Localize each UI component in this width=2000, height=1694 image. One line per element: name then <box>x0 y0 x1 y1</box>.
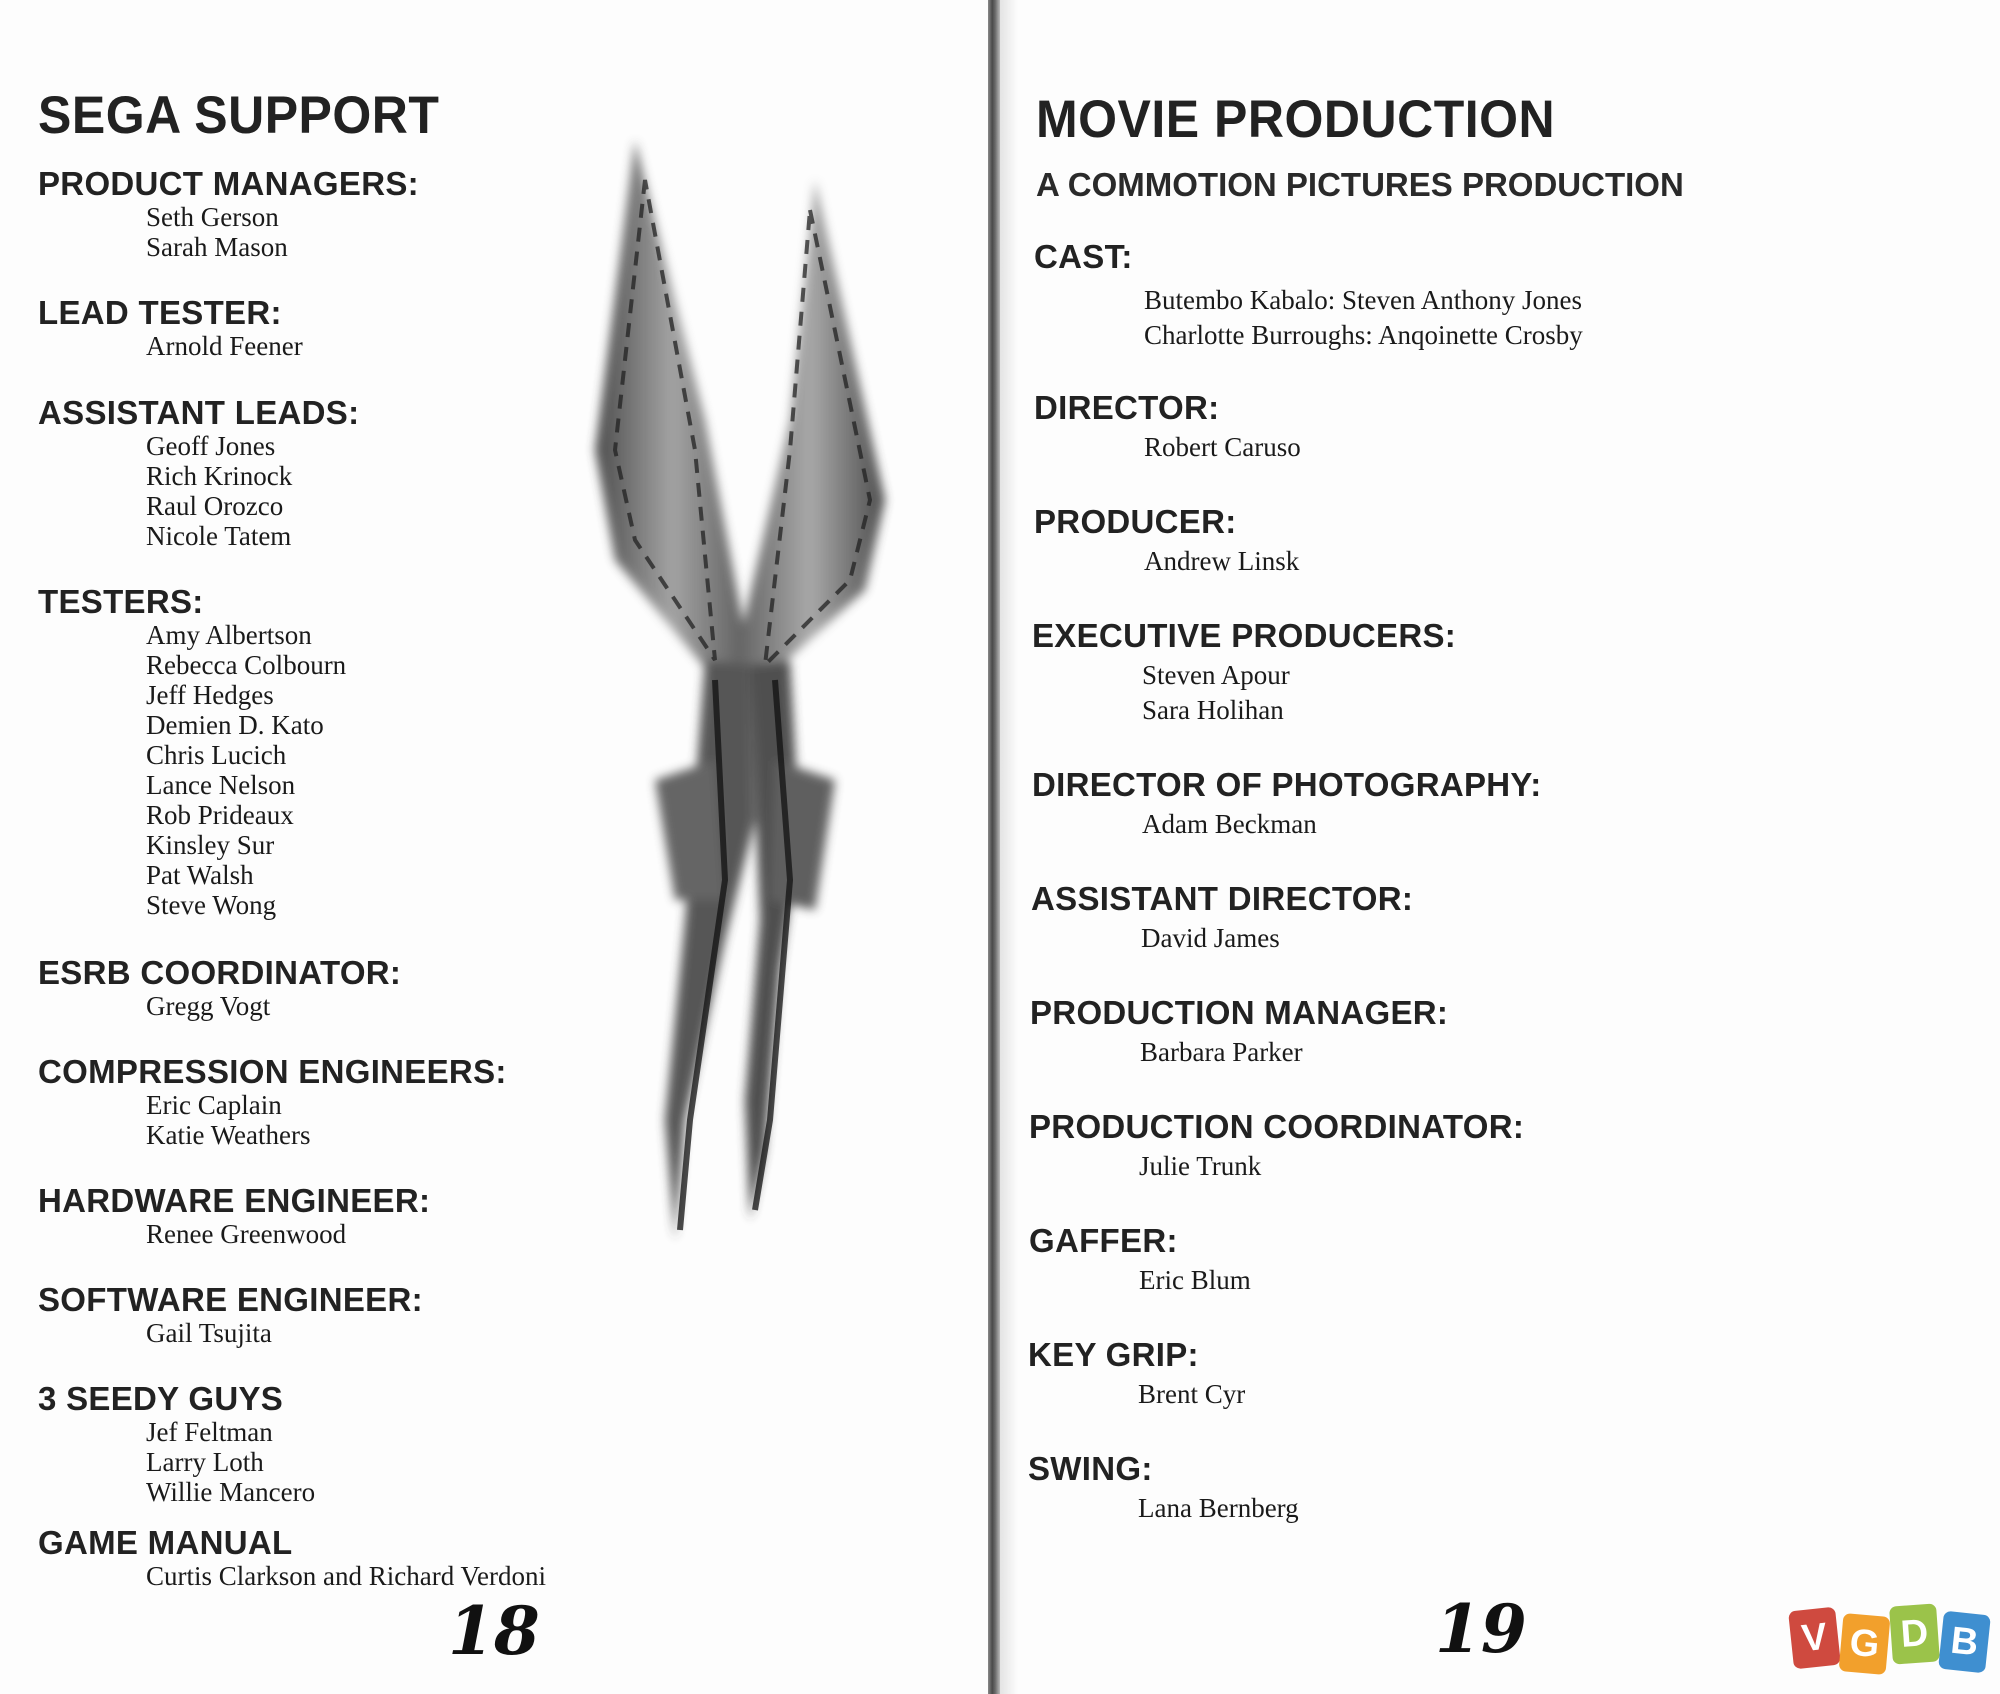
section-heading: EXECUTIVE PRODUCERS: <box>1032 617 1457 654</box>
section-compression-engineers <box>38 1054 507 1150</box>
credit-name: Gregg Vogt <box>146 991 271 1021</box>
credit-name: Pat Walsh <box>146 860 254 890</box>
credit-name: Lana Bernberg <box>1138 1493 1299 1523</box>
credit-name: Sara Holihan <box>1142 695 1284 725</box>
name-list <box>146 1561 546 1591</box>
logo-tile-v: V <box>1788 1607 1841 1670</box>
section-heading: DIRECTOR: <box>1034 389 1220 426</box>
credit-name: Willie Mancero <box>146 1477 316 1507</box>
name-list <box>146 1219 430 1249</box>
credit-name: Lance Nelson <box>146 770 296 800</box>
section-heading: ESRB COORDINATOR: <box>38 954 402 991</box>
section-product-managers <box>38 166 419 262</box>
name-list <box>146 991 401 1021</box>
section-heading: PRODUCER: <box>1034 503 1237 540</box>
credit-name: Barbara Parker <box>1140 1037 1303 1067</box>
section-director <box>1034 386 1301 465</box>
credit-name: Andrew Linsk <box>1144 546 1300 576</box>
section-game-manual <box>38 1525 546 1591</box>
name-list <box>1144 430 1301 465</box>
credit-name: Geoff Jones <box>146 431 276 461</box>
credit-name: Eric Caplain <box>146 1090 282 1120</box>
name-list <box>146 1417 315 1507</box>
section-heading: ASSISTANT LEADS: <box>38 394 360 431</box>
credit-name: Jeff Hedges <box>146 680 274 710</box>
name-list <box>146 1318 423 1348</box>
name-list <box>1139 1263 1251 1298</box>
credit-name: Robert Caruso <box>1144 432 1301 462</box>
section-testers <box>38 584 346 920</box>
credit-name: Raul Orozco <box>146 491 284 521</box>
section-heading: KEY GRIP: <box>1028 1336 1199 1373</box>
name-list <box>146 331 303 361</box>
credit-name: Rich Krinock <box>146 461 293 491</box>
section-production-coordinator <box>1029 1105 1524 1184</box>
section-heading: SWING: <box>1028 1450 1153 1487</box>
section-lead-tester <box>38 295 303 361</box>
credit-name: Eric Blum <box>1139 1265 1251 1295</box>
name-list <box>1140 1035 1448 1070</box>
page-title-sega-support: SEGA SUPPORT <box>38 85 440 145</box>
section-swing <box>1028 1447 1299 1526</box>
logo-tile-d: D <box>1889 1603 1940 1664</box>
right-page <box>1000 0 2000 1694</box>
credit-name: Arnold Feener <box>146 331 303 361</box>
name-list <box>146 620 346 920</box>
section-heading: COMPRESSION ENGINEERS: <box>38 1053 507 1090</box>
credit-name: Nicole Tatem <box>146 521 292 551</box>
section-hardware-engineer <box>38 1183 430 1249</box>
credit-name: Adam Beckman <box>1142 809 1317 839</box>
section-heading: 3 SEEDY GUYS <box>38 1380 284 1417</box>
name-list <box>1138 1377 1245 1412</box>
section-director-of-photography <box>1032 763 1542 842</box>
section-heading: DIRECTOR OF PHOTOGRAPHY: <box>1032 766 1542 803</box>
name-list <box>1142 658 1456 728</box>
credit-name: Butembo Kabalo: Steven Anthony Jones <box>1144 285 1582 315</box>
section-heading: TESTERS: <box>38 583 204 620</box>
section-heading: LEAD TESTER: <box>38 294 282 331</box>
name-list <box>1138 1491 1299 1526</box>
section-heading: ASSISTANT DIRECTOR: <box>1031 880 1414 917</box>
section-heading: SOFTWARE ENGINEER: <box>38 1281 423 1318</box>
credit-name: Demien D. Kato <box>146 710 324 740</box>
credit-name: Chris Lucich <box>146 740 287 770</box>
section-heading: CAST: <box>1034 238 1133 275</box>
credit-name: Sarah Mason <box>146 232 288 262</box>
name-list <box>1141 921 1413 956</box>
credit-name: Rebecca Colbourn <box>146 650 347 680</box>
book-spine <box>988 0 1000 1694</box>
credit-name: Amy Albertson <box>146 620 312 650</box>
logo-tile-g: G <box>1839 1613 1891 1675</box>
credit-name: Kinsley Sur <box>146 830 275 860</box>
name-list <box>1139 1149 1524 1184</box>
section-heading: HARDWARE ENGINEER: <box>38 1182 431 1219</box>
section-assistant-leads <box>38 395 359 551</box>
credit-name: Seth Gerson <box>146 202 279 232</box>
section-executive-producers <box>1032 614 1456 728</box>
name-list <box>146 1090 507 1150</box>
section-production-manager <box>1030 991 1448 1070</box>
page-title-movie-production: MOVIE PRODUCTION <box>1036 89 1556 149</box>
logo-tile-b: B <box>1938 1611 1991 1674</box>
name-list <box>1144 544 1299 579</box>
name-list <box>1144 283 1583 353</box>
section-heading: PRODUCTION MANAGER: <box>1030 994 1449 1031</box>
credit-name: Charlotte Burroughs: Anqoinette Crosby <box>1144 320 1583 350</box>
production-company-subtitle: A COMMOTION PICTURES PRODUCTION <box>1036 166 1684 203</box>
section-assistant-director <box>1031 877 1413 956</box>
section-heading: GAFFER: <box>1029 1222 1178 1259</box>
section-gaffer <box>1029 1219 1251 1298</box>
page-number-left: 18 <box>448 1592 540 1670</box>
section-software-engineer <box>38 1282 423 1348</box>
vgdb-watermark-logo <box>1791 1605 1991 1675</box>
credit-name: Renee Greenwood <box>146 1219 347 1249</box>
section-heading: GAME MANUAL <box>38 1524 293 1561</box>
credit-name: Larry Loth <box>146 1447 264 1477</box>
section-heading: PRODUCT MANAGERS: <box>38 165 419 202</box>
name-list <box>146 431 359 551</box>
page-number-right: 19 <box>1435 1590 1527 1668</box>
credit-name: Gail Tsujita <box>146 1318 272 1348</box>
credit-name: Katie Weathers <box>146 1120 311 1150</box>
credit-name: Jef Feltman <box>146 1417 273 1447</box>
credit-name: Steven Apour <box>1142 660 1290 690</box>
section-heading: PRODUCTION COORDINATOR: <box>1029 1108 1525 1145</box>
credit-name: Steve Wong <box>146 890 277 920</box>
name-list <box>146 202 419 262</box>
name-list <box>1142 807 1542 842</box>
credit-name: Brent Cyr <box>1138 1379 1246 1409</box>
section-esrb-coordinator <box>38 955 401 1021</box>
section-3-seedy-guys <box>38 1381 315 1507</box>
credit-name: Julie Trunk <box>1139 1151 1262 1181</box>
section-key-grip <box>1028 1333 1245 1412</box>
credit-name: Rob Prideaux <box>146 800 294 830</box>
winged-creature-illustration <box>575 120 915 1270</box>
left-page <box>0 0 990 1694</box>
credit-name: Curtis Clarkson and Richard Verdoni <box>146 1561 546 1591</box>
credit-name: David James <box>1141 923 1280 953</box>
section-cast <box>1034 235 1583 353</box>
section-producer <box>1034 500 1299 579</box>
